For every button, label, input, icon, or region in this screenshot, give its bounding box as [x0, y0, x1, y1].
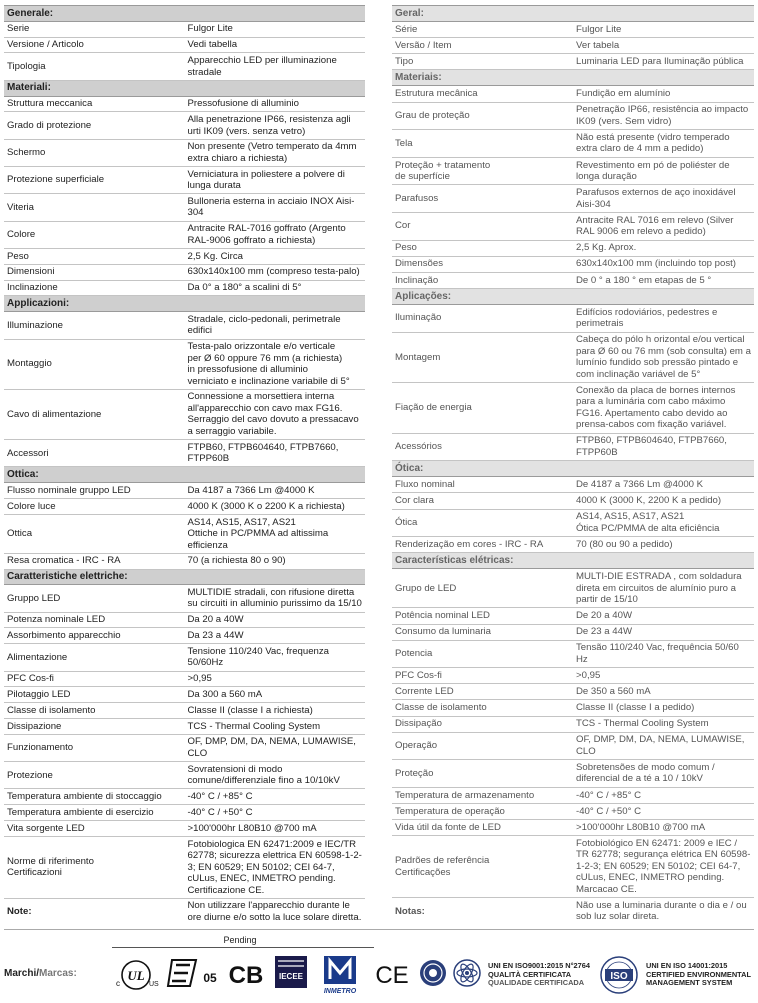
spec-row: [392, 38, 754, 54]
spec-key: Proteção: [392, 760, 573, 788]
spec-value: 630x140x100 mm (compreso testa-palo): [185, 264, 366, 280]
pending-bracket: [112, 947, 374, 948]
spec-row: [4, 789, 365, 805]
section-title: Geral:: [392, 6, 754, 22]
spec-value: MULTI-DIE ESTRADA , com soldadura direta em circuitos de alumínio puro a partir de 15/10: [573, 569, 754, 608]
spec-row: [392, 608, 754, 624]
spec-row: [4, 805, 365, 821]
spec-row: [392, 272, 754, 288]
section-title: Materiais:: [392, 70, 754, 86]
culus-logo-icon: [113, 958, 159, 992]
spec-value: Parafusos externos de aço inoxidável Aisi-304: [573, 185, 754, 213]
spec-value: Antracite RAL-7016 goffrato (Argento RAL-9006 goffrato a richiesta): [185, 221, 366, 248]
svg-text:UL: UL: [127, 968, 145, 983]
spec-value: 2,5 Kg. Aprox.: [573, 240, 754, 256]
spec-row: [392, 185, 754, 213]
section-header: [4, 80, 365, 96]
spec-key: Temperatura ambiente di stoccaggio: [4, 789, 185, 805]
spec-value: De 0 ° a 180 ° em etapas de 5 °: [573, 272, 754, 288]
spec-key: Pilotaggio LED: [4, 687, 185, 703]
spec-row: [392, 304, 754, 332]
spec-value: OF, DMP, DM, DA, NEMA, LUMAWISE, CLO: [185, 734, 366, 761]
spec-value: FTPB60, FTPB604640, FTPB7660, FTPP60B: [185, 440, 366, 467]
spec-value: AS14, AS15, AS17, AS21 Ótica PC/PMMA de alta eficiência: [573, 509, 754, 537]
spec-value: Sobretensões de modo comum / diferencial de a té a 10 / 10kV: [573, 760, 754, 788]
spec-value: >100'000hr L80B10 @700 mA: [185, 821, 366, 837]
spec-row: [392, 102, 754, 130]
spec-value: Verniciatura in poliestere a polvere di lunga durata: [185, 167, 366, 194]
iso9001-line-1: UNI EN ISO9001:2015 N°2764: [488, 961, 590, 970]
spec-value: Conexão da placa de bornes internos para a luminária com cabo máximo FG16. Apertamento cabo devido ao prensa-cabos com fixação variável.: [573, 383, 754, 434]
spec-row: [4, 762, 365, 789]
spec-row: [392, 509, 754, 537]
spec-key: Struttura meccanica: [4, 96, 185, 112]
footer-divider: [4, 929, 754, 930]
spec-key: Flusso nominale gruppo LED: [4, 483, 185, 499]
spec-row: [4, 687, 365, 703]
spec-key: Consumo da luminaria: [392, 624, 573, 640]
spec-key: Colore: [4, 221, 185, 248]
spec-row: [4, 280, 365, 296]
spec-key: Classe di isolamento: [4, 703, 185, 719]
iso14001-line-1: UNI EN ISO 14001:2015: [646, 961, 728, 970]
note-key: Note:: [7, 906, 32, 918]
spec-row: [392, 157, 754, 185]
spec-value: Classe II (classe I a pedido): [573, 700, 754, 716]
spec-key: Dissipazione: [4, 719, 185, 735]
spec-value: 4000 K (3000 K o 2200 K a richiesta): [185, 499, 366, 515]
spec-key: Versione / Articolo: [4, 37, 185, 53]
brands-label-pt: Marcas:: [39, 968, 77, 979]
spec-row: [4, 585, 365, 612]
spec-key: Vita sorgente LED: [4, 821, 185, 837]
spec-key: Norme di riferimento Certificazioni: [4, 836, 185, 898]
spec-key: Ottica: [4, 514, 185, 553]
spec-key: Tipologia: [4, 53, 185, 80]
svg-text:05: 05: [203, 971, 217, 985]
brands-label: [4, 968, 77, 979]
svg-text:INMETRO: INMETRO: [323, 988, 357, 995]
spec-table-portuguese: [392, 5, 754, 925]
spec-row: [392, 212, 754, 240]
spec-value: 630x140x100 mm (incluindo top post): [573, 256, 754, 272]
spec-row: [4, 194, 365, 221]
spec-key: Parafusos: [392, 185, 573, 213]
spec-value: Tensão 110/240 Vac, frequência 50/60 Hz: [573, 640, 754, 668]
spec-row: [4, 312, 365, 339]
spec-row: [4, 612, 365, 628]
spec-row: [392, 569, 754, 608]
spec-key: Resa cromatica - IRC - RA: [4, 553, 185, 569]
spec-value: Não está presente (vidro temperado extra claro de 4 mm a pedido): [573, 130, 754, 158]
spec-key: Protezione: [4, 762, 185, 789]
spec-value: Vedi tabella: [185, 37, 366, 53]
spec-table-italian: [4, 5, 365, 925]
section-title: Ótica:: [392, 461, 754, 477]
iso-badge-icon: [597, 955, 641, 995]
spec-value: Alla penetrazione IP66, resistenza agli urti IK09 (vers. senza vetro): [185, 112, 366, 139]
spec-value: Revestimento em pó de poliéster de longa duração: [573, 157, 754, 185]
section-header: [392, 70, 754, 86]
spec-key: Estrutura mecânica: [392, 86, 573, 102]
spec-key: PFC Cos-fi: [4, 671, 185, 687]
note-key: Notas:: [395, 905, 425, 917]
spec-key: Accessori: [4, 440, 185, 467]
spec-key: Gruppo LED: [4, 585, 185, 612]
note-row: [4, 898, 365, 925]
svg-text:CB: CB: [228, 962, 264, 988]
spec-key: Dimensões: [392, 256, 573, 272]
spec-row: [392, 760, 754, 788]
spec-value: Penetração IP66, resistência ao impacto IK09 (vers. Sem vidro): [573, 102, 754, 130]
spec-value: 70 (a richiesta 80 o 90): [185, 553, 366, 569]
section-title: Applicazioni:: [4, 296, 365, 312]
iso14001-line-3: MANAGEMENT SYSTEM: [646, 978, 733, 988]
spec-row: [4, 96, 365, 112]
iso14001-text: [646, 962, 756, 988]
spec-key: Peso: [392, 240, 573, 256]
spec-value: -40° C / +50° C: [573, 803, 754, 819]
spec-row: [392, 256, 754, 272]
section-header: [392, 288, 754, 304]
spec-value: Pressofusione di alluminio: [185, 96, 366, 112]
spec-key: PFC Cos-fi: [392, 668, 573, 684]
section-header: [392, 461, 754, 477]
spec-key: Iluminação: [392, 304, 573, 332]
pending-label: Pending: [223, 935, 257, 945]
spec-row: [392, 537, 754, 553]
iso9001-line-3: QUALIDADE CERTIFICADA: [488, 978, 585, 988]
section-header: [4, 6, 365, 22]
spec-row: [4, 703, 365, 719]
iso9001-line-2: QUALITÀ CERTIFICATA: [488, 969, 572, 979]
spec-key: Renderização em cores - IRC - RA: [392, 537, 573, 553]
spec-row: [392, 700, 754, 716]
svg-text:IECEE: IECEE: [278, 972, 304, 981]
spec-value: De 4187 a 7366 Lm @4000 K: [573, 477, 754, 493]
spec-value: Sovratensioni di modo comune/differenziale fino a 10/10kV: [185, 762, 366, 789]
spec-row: [392, 716, 754, 732]
spec-row: [4, 139, 365, 166]
spec-value: Apparecchio LED per illuminazione stradale: [185, 53, 366, 80]
spec-value: Luminaria LED para Iluminação pública: [573, 54, 754, 70]
spec-row: [392, 803, 754, 819]
section-header: [4, 467, 365, 483]
spec-value: Da 23 a 44W: [185, 628, 366, 644]
spec-value: Bulloneria esterna in acciaio INOX Aisi-304: [185, 194, 366, 221]
spec-value: Antracite RAL 7016 em relevo (Silver RAL 9006 em relevo a pedido): [573, 212, 754, 240]
spec-value: AS14, AS15, AS17, AS21 Ottiche in PC/PMMA ad altissima efficienza: [185, 514, 366, 553]
spec-key: Dissipação: [392, 716, 573, 732]
spec-key: Corrente LED: [392, 684, 573, 700]
spec-value: MULTIDIE stradali, con rifusione diretta su circuiti in alluminio purissimo da 15/10: [185, 585, 366, 612]
spec-key: Grupo de LED: [392, 569, 573, 608]
spec-key: Proteção + tratamento de superfície: [392, 157, 573, 185]
spec-row: [392, 22, 754, 38]
section-title: Ottica:: [4, 467, 365, 483]
spec-key: Protezione superficiale: [4, 167, 185, 194]
spec-value: Connessione a morsettiera interna all'apparecchio con cavo max FG16. Serraggio del cavo dovuto a pressacavo a serraggio variabile.: [185, 389, 366, 439]
spec-value: TCS - Thermal Cooling System: [185, 719, 366, 735]
spec-key: Vida útil da fonte de LED: [392, 819, 573, 835]
spec-key: Illuminazione: [4, 312, 185, 339]
spec-row: [4, 734, 365, 761]
section-header: [392, 6, 754, 22]
spec-key: Colore luce: [4, 499, 185, 515]
certification-seal-icon: [418, 958, 448, 988]
spec-row: [4, 628, 365, 644]
atom-seal-icon: [452, 958, 482, 988]
spec-row: [4, 389, 365, 439]
spec-key: Temperatura de operação: [392, 803, 573, 819]
spec-row: [4, 821, 365, 837]
spec-row: [4, 37, 365, 53]
spec-value: FTPB60, FTPB604640, FTPB7660, FTPP60B: [573, 433, 754, 461]
svg-text:CE: CE: [375, 962, 409, 988]
spec-value: OF, DMP, DM, DA, NEMA, LUMAWISE, CLO: [573, 732, 754, 760]
spec-row: [4, 483, 365, 499]
spec-row: [392, 130, 754, 158]
spec-key: Classe de isolamento: [392, 700, 573, 716]
spec-key: Assorbimento apparecchio: [4, 628, 185, 644]
section-title: Aplicações:: [392, 288, 754, 304]
svg-text:US: US: [149, 981, 159, 988]
spec-value: Fundição em alumínio: [573, 86, 754, 102]
spec-row: [4, 836, 365, 898]
spec-value: >100'000hr L80B10 @700 mA: [573, 819, 754, 835]
spec-value: Fulgor Lite: [573, 22, 754, 38]
spec-key: Temperatura de armazenamento: [392, 787, 573, 803]
spec-row: [4, 167, 365, 194]
spec-row: [392, 684, 754, 700]
spec-row: [4, 53, 365, 80]
spec-key: Serie: [4, 21, 185, 37]
spec-key: Potencia: [392, 640, 573, 668]
spec-row: [4, 112, 365, 139]
spec-key: Fiação de energia: [392, 383, 573, 434]
spec-value: De 20 a 40W: [573, 608, 754, 624]
spec-key: Acessórios: [392, 433, 573, 461]
spec-value: De 350 a 560 mA: [573, 684, 754, 700]
iso9001-text: [488, 962, 600, 988]
spec-row: [392, 383, 754, 434]
spec-row: [4, 514, 365, 553]
spec-key: Funzionamento: [4, 734, 185, 761]
spec-key: Grado di protezione: [4, 112, 185, 139]
svg-text:c: c: [116, 979, 120, 988]
spec-key: Viteria: [4, 194, 185, 221]
spec-row: [392, 787, 754, 803]
cb-logo-icon: [226, 958, 266, 988]
section-title: Generale:: [4, 6, 365, 22]
spec-key: Tela: [392, 130, 573, 158]
spec-row: [4, 21, 365, 37]
spec-key: Potência nominal LED: [392, 608, 573, 624]
spec-row: [4, 248, 365, 264]
spec-value: 70 (80 ou 90 a pedido): [573, 537, 754, 553]
spec-key: Potenza nominale LED: [4, 612, 185, 628]
spec-value: Fotobiologica EN 62471:2009 e IEC/TR 62778; sicurezza elettrica EN 60598-1-2-3; EN 60529; EN 50102; CEI 64-7, cULus, ENEC, INMETRO pending. Certificazione CE.: [185, 836, 366, 898]
spec-key: Inclinazione: [4, 280, 185, 296]
spec-key: Temperatura ambiente di esercizio: [4, 805, 185, 821]
section-header: [4, 569, 365, 585]
spec-row: [392, 86, 754, 102]
spec-key: Montaggio: [4, 339, 185, 389]
spec-key: Tipo: [392, 54, 573, 70]
spec-value: Da 4187 a 7366 Lm @4000 K: [185, 483, 366, 499]
enec-logo-icon: [166, 956, 218, 990]
spec-value: >0,95: [573, 668, 754, 684]
spec-value: Da 0° a 180° a scalini di 5°: [185, 280, 366, 296]
spec-key: Fluxo nominal: [392, 477, 573, 493]
spec-value: De 23 a 44W: [573, 624, 754, 640]
svg-text:ISO: ISO: [610, 971, 628, 982]
spec-row: [4, 440, 365, 467]
spec-row: [4, 644, 365, 671]
spec-row: [4, 339, 365, 389]
spec-row: [4, 264, 365, 280]
spec-key: Inclinação: [392, 272, 573, 288]
spec-row: [392, 624, 754, 640]
note-value: Non utilizzare l'apparecchio durante le ore diurne e/o sotto la luce solare diretta.: [187, 900, 362, 923]
spec-key: Padrões de referência Certificações: [392, 836, 573, 898]
spec-row: [4, 221, 365, 248]
spec-value: Fotobiológico EN 62471: 2009 e IEC / TR 62778; segurança elétrica EN 60598-1-2-3; EN 60529; EN 50102; CEI 64-7, cULus, ENEC, INMETRO pending. Marcacao CE.: [573, 836, 754, 898]
section-header: [4, 296, 365, 312]
spec-value: Testa-palo orizzontale e/o verticale per Ø 60 oppure 76 mm (a richiesta) in pressofusione di alluminio verniciato e inclinazione variabile di 5°: [185, 339, 366, 389]
spec-row: [4, 499, 365, 515]
spec-value: Tensione 110/240 Vac, frequenza 50/60Hz: [185, 644, 366, 671]
spec-value: 4000 K (3000 K, 2200 K a pedido): [573, 493, 754, 509]
section-header: [392, 553, 754, 569]
spec-row: [392, 54, 754, 70]
spec-key: Série: [392, 22, 573, 38]
spec-key: Montagem: [392, 332, 573, 383]
spec-key: Operação: [392, 732, 573, 760]
spec-key: Alimentazione: [4, 644, 185, 671]
spec-value: Edifícios rodoviários, pedestres e perimetrais: [573, 304, 754, 332]
spec-key: Cor: [392, 212, 573, 240]
spec-key: Cavo di alimentazione: [4, 389, 185, 439]
section-title: Características elétricas:: [392, 553, 754, 569]
spec-key: Versão / Item: [392, 38, 573, 54]
inmetro-logo-icon: [318, 955, 362, 995]
spec-row: [392, 640, 754, 668]
iso14001-line-2: CERTIFIED ENVIRONMENTAL: [646, 969, 751, 979]
spec-key: Dimensioni: [4, 264, 185, 280]
spec-key: Cor clara: [392, 493, 573, 509]
spec-value: Cabeça do pólo h orizontal e/ou vertical para Ø 60 ou 76 mm (sob consulta) em a lumínio fundido sob pressão pintado e com inclinação variável de 5°: [573, 332, 754, 383]
spec-row: [392, 836, 754, 898]
spec-row: [392, 332, 754, 383]
spec-key: Grau de proteção: [392, 102, 573, 130]
spec-row: [4, 671, 365, 687]
iecee-logo-icon: [274, 955, 308, 989]
spec-value: >0,95: [185, 671, 366, 687]
spec-row: [392, 732, 754, 760]
note-row: [392, 898, 754, 925]
spec-value: Classe II (classe I a richiesta): [185, 703, 366, 719]
spec-value: Non presente (Vetro temperato da 4mm extra chiaro a richiesta): [185, 139, 366, 166]
spec-value: Ver tabela: [573, 38, 754, 54]
spec-row: [392, 477, 754, 493]
spec-value: Stradale, ciclo-pedonali, perimetrale edifici: [185, 312, 366, 339]
spec-value: -40° C / +50° C: [185, 805, 366, 821]
spec-value: 2,5 Kg. Circa: [185, 248, 366, 264]
spec-row: [392, 240, 754, 256]
ce-logo-icon: [373, 958, 411, 988]
spec-row: [392, 493, 754, 509]
spec-value: Da 300 a 560 mA: [185, 687, 366, 703]
spec-row: [4, 553, 365, 569]
brands-label-it: Marchi/: [4, 968, 40, 979]
spec-value: -40° C / +85° C: [185, 789, 366, 805]
section-title: Materiali:: [4, 80, 365, 96]
spec-row: [4, 719, 365, 735]
spec-value: Da 20 a 40W: [185, 612, 366, 628]
spec-key: Peso: [4, 248, 185, 264]
section-title: Caratteristiche elettriche:: [4, 569, 365, 585]
spec-row: [392, 668, 754, 684]
spec-key: Ótica: [392, 509, 573, 537]
spec-row: [392, 819, 754, 835]
spec-value: -40° C / +85° C: [573, 787, 754, 803]
spec-row: [392, 433, 754, 461]
note-value: Não use a luminaria durante o dia e / ou sob luz solar direta.: [576, 899, 747, 923]
spec-key: Schermo: [4, 139, 185, 166]
spec-value: Fulgor Lite: [185, 21, 366, 37]
spec-value: TCS - Thermal Cooling System: [573, 716, 754, 732]
